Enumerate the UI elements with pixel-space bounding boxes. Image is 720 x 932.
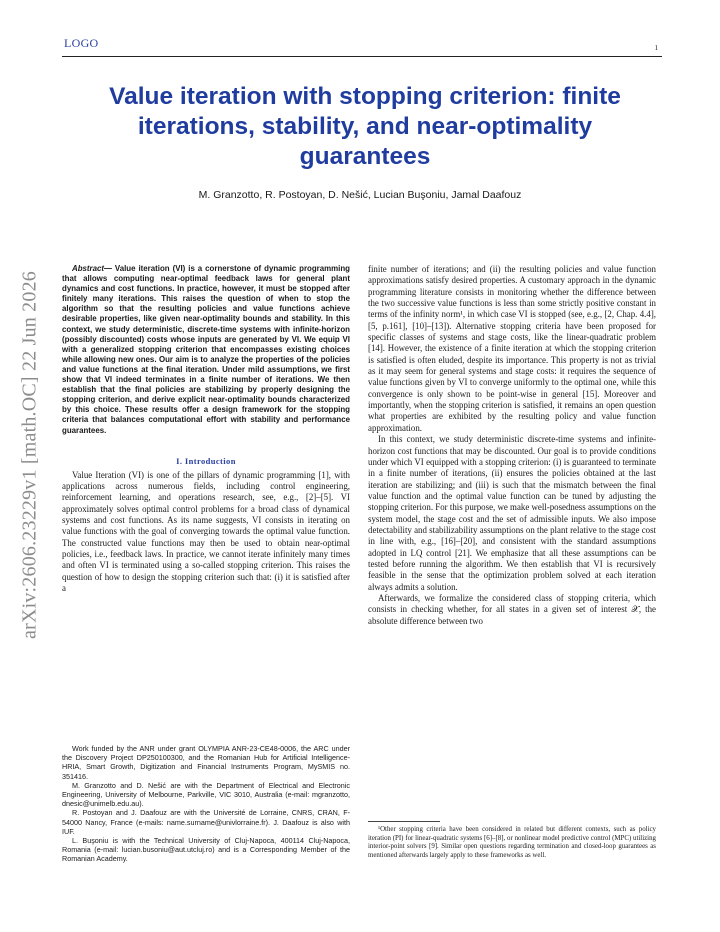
arxiv-identifier-stamp bbox=[10, 250, 50, 660]
abstract-label: Abstract— bbox=[72, 264, 112, 273]
footnote-affiliation-melbourne: M. Granzotto and D. Nešić are with the Department of Electrical and Electronic Engineering, University of Melbourne, Parkville, VIC 3010, Australia (e-mail: mgranzotto, dnesic@unimelb.edu.au). bbox=[62, 780, 350, 809]
footnote-funding: Work funded by the ANR under grant OLYMPIA ANR-23-CE48-0006, the ARC under the Discovery Project DP250100300, and the Romanian Hub for Artificial Intelligence-HRIA, Smart Growth, Digitization and Financial Instruments Program, MySMIS no. 351416. bbox=[62, 744, 350, 781]
footnote-affiliation-lorraine: R. Postoyan and J. Daafouz are with the Université de Lorraine, CNRS, CRAN, F-54000 Nancy, France (e-mails: name.surname@univlorraine.fr). J. Daafouz is also with IUF. bbox=[62, 808, 350, 836]
paper-title: Value iteration with stopping criterion: finite iterations, stability, and near-optimality guarantees bbox=[109, 83, 621, 170]
left-column bbox=[62, 264, 350, 594]
right-paragraph-1: finite number of iterations; and (ii) the resulting policies and value function approximations satisfy desired properties. A customary approach in the dynamic programming literature consists in monitoring whether the difference between the two successive value functions is less than some strictly positive constant in terms of the infinity norm¹, in which case VI is stopped (see, e.g., [2, Chap. 4.4], [5, p.161], [10]–[13]). Alternative stopping criteria have been proposed for specific classes of systems and stage costs, like the linear-quadratic problem [14]. However, the existence of a finite iteration at which the stopping criterion is satisfied is often eluded, despite its importance. This property is not as trivial as it may seem for general systems and stage costs: it requires the sequence of value functions given by VI to converge uniformly to the optimal one, while this convergence is only shown to be point-wise in general [15]. Moreover and importantly, when the stopping criterion is satisfied, it remains an open question what properties are exhibited by the resulting policy and value function approximation. bbox=[368, 264, 656, 433]
header-logo: LOGO bbox=[64, 36, 99, 50]
section-heading-introduction: I. Introduction bbox=[176, 455, 236, 466]
footnote-rule bbox=[368, 821, 440, 822]
author-list: M. Granzotto, R. Postoyan, D. Nešić, Lucian Buşoniu, Jamal Daafouz bbox=[198, 189, 522, 201]
right-column bbox=[368, 264, 656, 627]
header-rule bbox=[62, 56, 662, 57]
footnote-affiliation-cluj: L. Buşoniu is with the Technical University of Cluj-Napoca, 400114 Cluj-Napoca, Romania (e-mail: lucian.busoniu@aut.utcluj.ro) and is a Corresponding Member of the Romanian Academy. bbox=[62, 836, 350, 864]
arxiv-identifier-text: arXiv:2606.23229v1 [math.OC] 22 Jun 2026 bbox=[18, 271, 41, 639]
footnote-stopping-criteria: ¹Other stopping criteria have been considered in related but different contexts, such as policy iteration (PI) for linear-quadratic systems [6]–[8], or nonlinear model predictive control (MPC) utilizing interior-point solvers [9]. Similar open questions regarding termination and closed-loop guarantees as mentioned afterwards largely apply to these frameworks as well. bbox=[368, 826, 656, 859]
abstract bbox=[62, 264, 350, 436]
page-number: 1 bbox=[654, 44, 658, 52]
intro-paragraph-1: Value Iteration (VI) is one of the pillars of dynamic programming [1], with applications across numerous fields, including control engineering, reinforcement learning, and operations research, see, e.g., [2]–[5]. VI approximately solves optimal control problems for a broad class of dynamical systems and cost functions. As its name suggests, VI consists in iterating on value functions with the goal of converging towards the optimal value function. The constructed value functions may then be used to obtain near-optimal policies, i.e., feedback laws. In practice, we cannot iterate infinitely many times and often VI is terminated using a so-called stopping criterion. This raises the question of how to design the stopping criterion such that: (i) it is satisfied after a bbox=[62, 469, 350, 594]
right-paragraph-2: In this context, we study deterministic discrete-time systems and infinite-horizon cost functions that may be discounted. Our goal is to provide conditions under which VI equipped with a stopping criterion: (i) is guaranteed to terminate in a finite number of iterations, (ii) ensures the policies obtained at the last iteration are stabilizing; and (iii) is such that the mismatch between the final value function and the optimal value function can be tuned by adjusting the stopping criterion. For this purpose, we make well-posedness assumptions on the system model, the stage cost and the set of admissible inputs. We also impose detectability and stabilizability assumptions on the plant relative to the stage cost in line with, e.g., [16]–[20], and consistent with the standard assumptions adopted in LQ control [21]. We emphasize that all these assumptions can be tested before running the algorithm. We then establish that VI is recursively feasible in the sense that the optimization problem solved at each iteration always admits a solution. bbox=[368, 434, 656, 592]
right-paragraph-3: Afterwards, we formalize the considered class of stopping criteria, which consists in checking whether, for all states in a given set of interest 𝒳, the absolute difference between two bbox=[368, 592, 656, 626]
abstract-text: Value iteration (VI) is a cornerstone of dynamic programming that allows computing near-optimal feedback laws for general plant dynamics and cost functions. In practice, however, it must be stopped after finitely many iterations. This raises the question of when to stop the algorithm so that the resulting policies and value functions achieve desirable properties, like given near-optimality bounds and stability. In this context, we study deterministic, discrete-time systems with infinite-horizon (possibly discounted) costs whose inputs are generated by VI. We equip VI with a generalized stopping criterion that encompasses existing choices while allowing new ones. Our aim is to analyze the properties of the policies and value functions at the final iteration. Under mild assumptions, we first show that VI indeed terminates in a finite number of iterations. We then establish that the final policies are stabilizing by properly designing the stopping criterion, and derive explicit near-optimality bounds characterized by this choice. These results offer a design framework for the stopping criteria that balances computational effort with stability and performance guarantees. bbox=[62, 264, 350, 435]
affiliation-footnotes bbox=[62, 744, 350, 864]
